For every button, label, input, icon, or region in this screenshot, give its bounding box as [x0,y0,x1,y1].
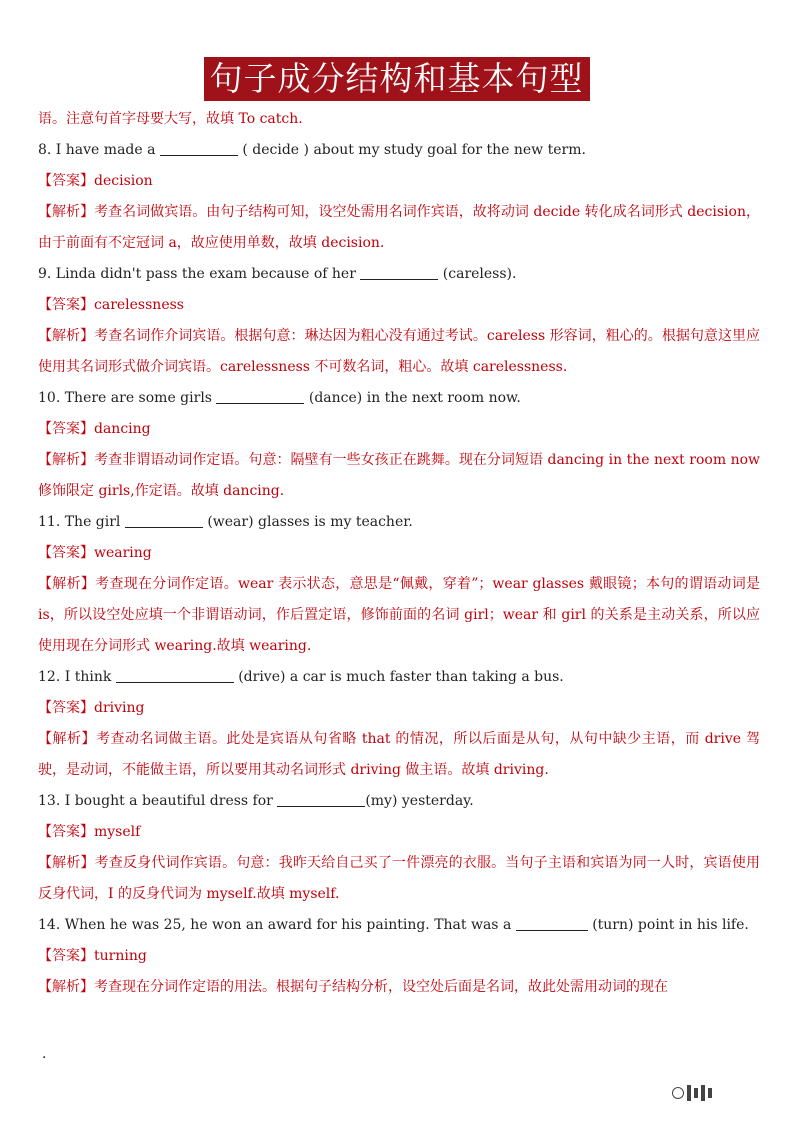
answer-value: decision [94,173,153,189]
analysis-paragraph: 【解析】考查现在分词作定语。wear 表示状态，意思是“佩戴，穿着”；wear glasses 戴眼镜；本句的谓语动词是 is，所以设空处应填一个非谓语动词，作后置定语，修饰前面的名词 girl；wear 和 girl 的关系是主动关系，所以应使用现在分词形式 wearing.故填 wearing. [38,576,761,654]
answer-value: wearing [94,545,152,561]
question-text: 12. I think (drive) a car is much faster than taking a bus. [38,669,564,685]
watermark-bar-icon [708,1088,712,1098]
watermark-logo [672,1085,712,1101]
analysis-text: 考查名词做宾语。由句子结构可知，设空处需用名词作宾语，故将动词 decide 转化成名词形式 decision，由于前面有不定冠词 a，故应使用单数，故填 decision. [38,204,760,251]
analysis-text: 考查反身代词作宾语。句意：我昨天给自己买了一件漂亮的衣服。当句子主语和宾语为同一人时，宾语使用反身代词，I 的反身代词为 myself.故填 myself. [38,855,760,902]
answer-value: turning [94,948,147,964]
answer-value: carelessness [94,297,184,313]
watermark-circle-icon [672,1087,684,1099]
answer-line: 【答案】carelessness [38,297,184,313]
analysis-text: 考查动名词做主语。此处是宾语从句省略 that 的情况，所以后面是从句，从句中缺少主语，而 drive 驾驶，是动词，不能做主语，所以要用其动名词形式 driving 做主语。故填 driving. [38,731,760,778]
answer-line: 【答案】myself [38,824,141,840]
answer-blank [125,513,203,528]
watermark-bar-icon [701,1085,705,1101]
analysis-text: 考查非谓语动词作定语。句意：隔壁有一些女孩正在跳舞。现在分词短语 dancing in the next room now 修饰限定 girls,作定语。故填 dancing. [38,452,761,499]
analysis-text: 考查名词作介词宾语。根据句意：琳达因为粗心没有通过考试。careless 形容词，粗心的。根据句意这里应使用其名词形式做介词宾语。carelessness 不可数名词，粗心。故填 carelessness. [38,328,760,375]
page-title: 句子成分结构和基本句型 [204,57,590,101]
answer-line: 【答案】wearing [38,545,152,561]
question-text: 9. Linda didn't pass the exam because of her (careless). [38,266,517,282]
answer-blank [160,141,238,156]
analysis-text: 考查现在分词作定语。wear 表示状态，意思是“佩戴，穿着”；wear glasses 戴眼镜；本句的谓语动词是 is，所以设空处应填一个非谓语动词，作后置定语，修饰前面的名词 girl；wear 和 girl 的关系是主动关系，所以应使用现在分词形式 wearing.故填 wearing. [38,576,761,654]
question-text: 11. The girl (wear) glasses is my teacher. [38,514,413,530]
analysis-paragraph: 【解析】考查名词做宾语。由句子结构可知，设空处需用名词作宾语，故将动词 decide 转化成名词形式 decision，由于前面有不定冠词 a，故应使用单数，故填 decision. [38,204,760,251]
answer-blank [360,265,438,280]
question-item [38,662,760,786]
answer-blank [216,389,304,404]
analysis-paragraph: 【解析】考查反身代词作宾语。句意：我昨天给自己买了一件漂亮的衣服。当句子主语和宾语为同一人时，宾语使用反身代词，I 的反身代词为 myself.故填 myself. [38,855,760,902]
analysis-paragraph: 【解析】考查非谓语动词作定语。句意：隔壁有一些女孩正在跳舞。现在分词短语 dancing in the next room now 修饰限定 girls,作定语。故填 dancing. [38,452,761,499]
question-text: 13. I bought a beautiful dress for (my) yesterday. [38,793,474,809]
question-text: 10. There are some girls (dance) in the next room now. [38,390,521,406]
answer-line: 【答案】driving [38,700,145,716]
analysis-paragraph: 【解析】考查现在分词作定语的用法。根据句子结构分析，设空处后面是名词，故此处需用动词的现在 [38,979,668,995]
answer-line: 【答案】decision [38,173,153,189]
analysis-paragraph: 【解析】考查动名词做主语。此处是宾语从句省略 that 的情况，所以后面是从句，从句中缺少主语，而 drive 驾驶，是动词，不能做主语，所以要用其动名词形式 driving 做主语。故填 driving. [38,731,760,778]
answer-value: driving [94,700,145,716]
intro-continuation: 语。注意句首字母要大写，故填 To catch. [38,111,303,127]
watermark-bar-icon [687,1085,691,1101]
footer-mark: . [42,1046,47,1062]
question-item [38,910,760,1003]
answer-value: dancing [94,421,151,437]
watermark-bar-icon [694,1088,698,1098]
answer-value: myself [94,824,141,840]
answer-blank [277,792,365,807]
answer-blank [516,916,588,931]
question-item [38,135,760,259]
question-item [38,259,760,383]
question-text: 14. When he was 25, he won an award for his painting. That was a (turn) point in his life. [38,917,749,933]
analysis-paragraph: 【解析】考查名词作介词宾语。根据句意：琳达因为粗心没有通过考试。careless 形容词，粗心的。根据句意这里应使用其名词形式做介词宾语。carelessness 不可数名词，粗心。故填 carelessness. [38,328,760,375]
question-text: 8. I have made a ( decide ) about my study goal for the new term. [38,142,586,158]
analysis-text: 考查现在分词作定语的用法。根据句子结构分析，设空处后面是名词，故此处需用动词的现在 [94,979,668,995]
title-banner [0,57,793,101]
answer-line: 【答案】dancing [38,421,151,437]
answer-blank [116,668,234,683]
document-body [38,104,760,1003]
answer-line: 【答案】turning [38,948,147,964]
question-item [38,786,760,910]
question-item [38,383,760,507]
question-item [38,507,760,662]
